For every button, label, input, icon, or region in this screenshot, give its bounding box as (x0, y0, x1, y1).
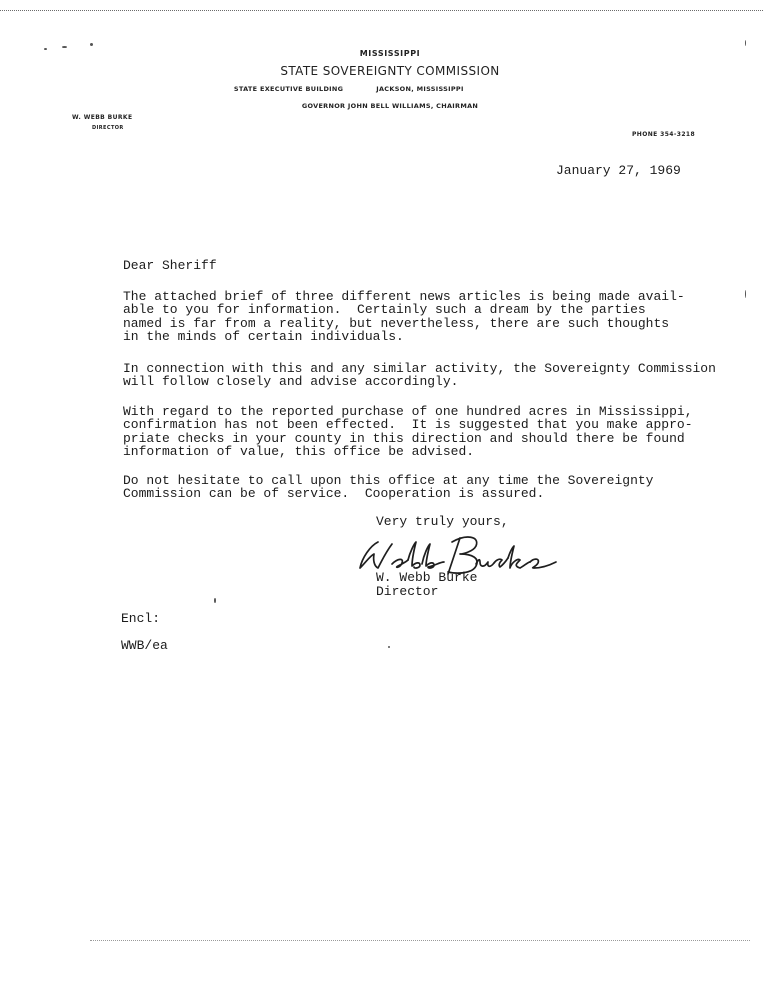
letter-page: MISSISSIPPI STATE SOVEREIGNTY COMMISSION STATE EXECUTIVE BUILDING JACKSON, MISSISSIPPI GOVERNOR JOHN BELL WILLIAMS, CHAIRMAN W. WEBB BURKE DIRECTOR PHONE 354-3218 January 27, 1969 Dear Sheriff The attached brief of three different news articles is being made avail- able to you for information. Certainly such a dream by the parties named is far from a reality, but nevertheless, there are such thoughts in the minds of certain individuals. In connection with this and any similar activity, the Sovereignty Commission will follow closely and advise accordingly. With regard to the reported purchase of one hundred acres in Mississippi, confirmation has not been effected. It is suggested that you make appro- priate checks in your county in this direction and should there be found information of value, this office be advised. Do not hesitate to call upon this office at any time the Sovereignty Commission can be of service. Cooperation is assured. Very truly yours, W. Webb Burke Director Encl: WWB/ea (0, 0, 763, 990)
letter-closing: Very truly yours, (376, 514, 509, 529)
scan-edge-top (0, 0, 763, 11)
enclosure-note: Encl: (121, 611, 161, 626)
letter-paragraph: With regard to the reported purchase of one hundred acres in Mississippi, confirmation has not been effected. It is suggested that you make appro- priate checks in your county in this direction and should there be found information of value, this office be advised. (123, 404, 693, 460)
scan-speck (388, 646, 390, 648)
letter-date: January 27, 1969 (556, 163, 681, 178)
typist-initials: WWB/ea (121, 638, 168, 653)
letter-paragraph: In connection with this and any similar activity, the Sovereignty Commission will follow closely and advise accordingly. (123, 361, 716, 390)
letter-salutation: Dear Sheriff (123, 258, 217, 273)
scan-speck (44, 48, 47, 50)
letter-paragraph: Do not hesitate to call upon this office at any time the Sovereignty Commission can be of service. Cooperation is assured. (123, 473, 654, 502)
scan-speck (90, 43, 93, 46)
scan-speck (745, 40, 746, 46)
scan-speck (214, 598, 216, 603)
letterhead-city: JACKSON, MISSISSIPPI (376, 85, 464, 93)
signer-title: Director (376, 584, 439, 599)
letterhead-director-name: W. WEBB BURKE (72, 114, 133, 121)
signer-name: W. Webb Burke (376, 570, 478, 585)
letter-paragraph: The attached brief of three different news articles is being made avail- able to you for information. Certainly such a dream by the parties named is far from a reality, but nevertheless, there are such thoughts in the minds of certain individuals. (123, 289, 685, 345)
scan-speck (62, 46, 67, 48)
scan-speck (745, 290, 746, 298)
letterhead-building: STATE EXECUTIVE BUILDING (233, 85, 344, 93)
letterhead-director-title: DIRECTOR (92, 125, 124, 131)
scan-edge-bottom (90, 940, 750, 941)
letterhead-phone: PHONE 354-3218 (632, 131, 696, 138)
